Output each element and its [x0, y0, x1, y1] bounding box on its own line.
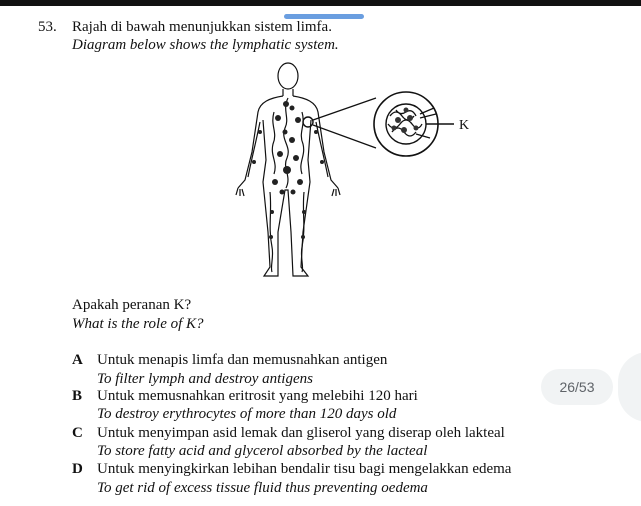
option-c-text-en[interactable]: To store fatty acid and glycerol absorbed by the lacteal: [97, 443, 428, 459]
question-stem-en: Diagram below shows the lymphatic system.: [72, 37, 339, 53]
lymphatic-system-diagram: [230, 62, 480, 292]
page-indicator: 26/53: [541, 369, 613, 405]
option-c-text-ms[interactable]: Untuk menyimpan asid lemak dan gliserol yang diserap oleh lakteal: [97, 425, 505, 441]
question-prompt-ms: Apakah peranan K?: [72, 297, 192, 313]
option-d-text-ms[interactable]: Untuk menyingkirkan lebihan bendalir tisu bagi mengelakkan edema: [97, 461, 512, 477]
question-number: 53.: [38, 19, 57, 35]
side-action-button[interactable]: [618, 352, 641, 422]
option-a-text-ms[interactable]: Untuk menapis limfa dan memusnahkan antigen: [97, 352, 388, 368]
question-stem-ms: Rajah di bawah menunjukkan sistem limfa.: [72, 19, 332, 35]
question-prompt-en: What is the role of K?: [72, 316, 204, 332]
option-a-letter[interactable]: A: [72, 352, 83, 368]
option-a-text-en[interactable]: To filter lymph and destroy antigens: [97, 371, 313, 387]
top-bar: [0, 0, 641, 6]
option-b-text-en[interactable]: To destroy erythrocytes of more than 120 days old: [97, 406, 397, 422]
option-b-text-ms[interactable]: Untuk memusnahkan eritrosit yang melebihi 120 hari: [97, 388, 418, 404]
diagram-label-k: K: [459, 118, 470, 133]
option-d-text-en[interactable]: To get rid of excess tissue fluid thus preventing oedema: [97, 480, 428, 496]
option-c-letter[interactable]: C: [72, 425, 83, 441]
option-d-letter[interactable]: D: [72, 461, 83, 477]
option-b-letter[interactable]: B: [72, 388, 83, 404]
